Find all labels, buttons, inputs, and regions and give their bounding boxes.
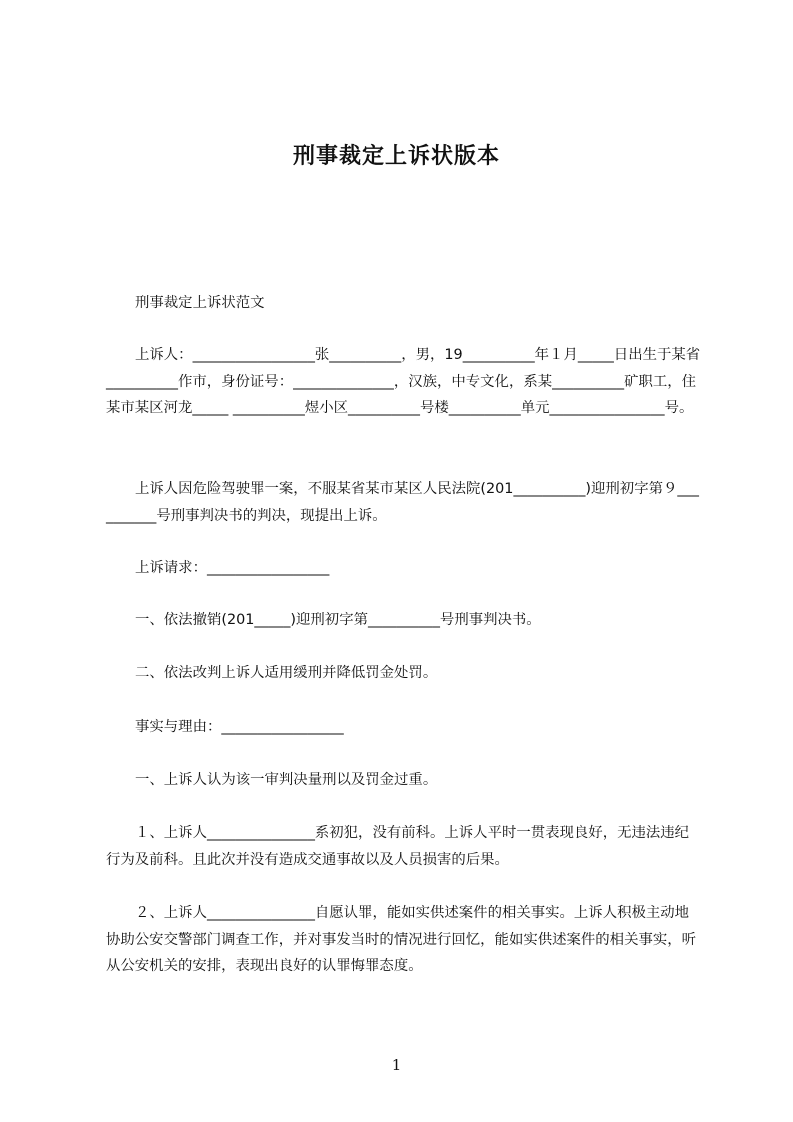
paragraph-reason-1: 一、上诉人认为该一审判决量刑以及罚金过重。 <box>135 772 438 788</box>
paragraph-reason-1-1: １、上诉人_______________系初犯，没有前科。上诉人平时一贯表现良好，无违法违纪行为及前科。且此次并没有造成交通事故以及人员损害的后果。 <box>106 825 690 868</box>
document-title: 刑事裁定上诉状版本 <box>292 144 500 169</box>
paragraph-reason-1-2: ２、上诉人_______________自愿认罪，能如实供述案件的相关事实。上诉人积极主动地协助公安交警部门调查工作，并对事发当时的情况进行回忆，能如实供述案件的相关事实，听从公安机关的安排，表现出良好的认罪悔罪态度。 <box>106 905 697 974</box>
paragraph-case-summary: 上诉人因危险驾驶罪一案，不服某省某市某区人民法院(201__________)迎刑初字第９__________号刑事判决书的判决，现提出上诉。 <box>106 481 699 524</box>
paragraph-appellant-info: 上诉人：_________________张__________，男，19__________年１月_____日出生于某省__________作市，身份证号：______________，汉族，中专文化，系某__________矿职工，住某市某区河龙_____ __________煜小区__________号楼__________单元________________号。 <box>106 347 701 416</box>
page-number: 1 <box>391 1056 402 1074</box>
paragraph-appeal-request: 上诉请求：_________________ <box>135 560 330 576</box>
document-subtitle: 刑事裁定上诉状范文 <box>135 295 265 311</box>
paragraph-request-1: 一、依法撤销(201_____)迎刑初字第__________号刑事判决书。 <box>135 612 541 628</box>
paragraph-facts-reasons: 事实与理由：_________________ <box>135 719 344 735</box>
paragraph-request-2: 二、依法改判上诉人适用缓刑并降低罚金处罚。 <box>135 665 438 681</box>
